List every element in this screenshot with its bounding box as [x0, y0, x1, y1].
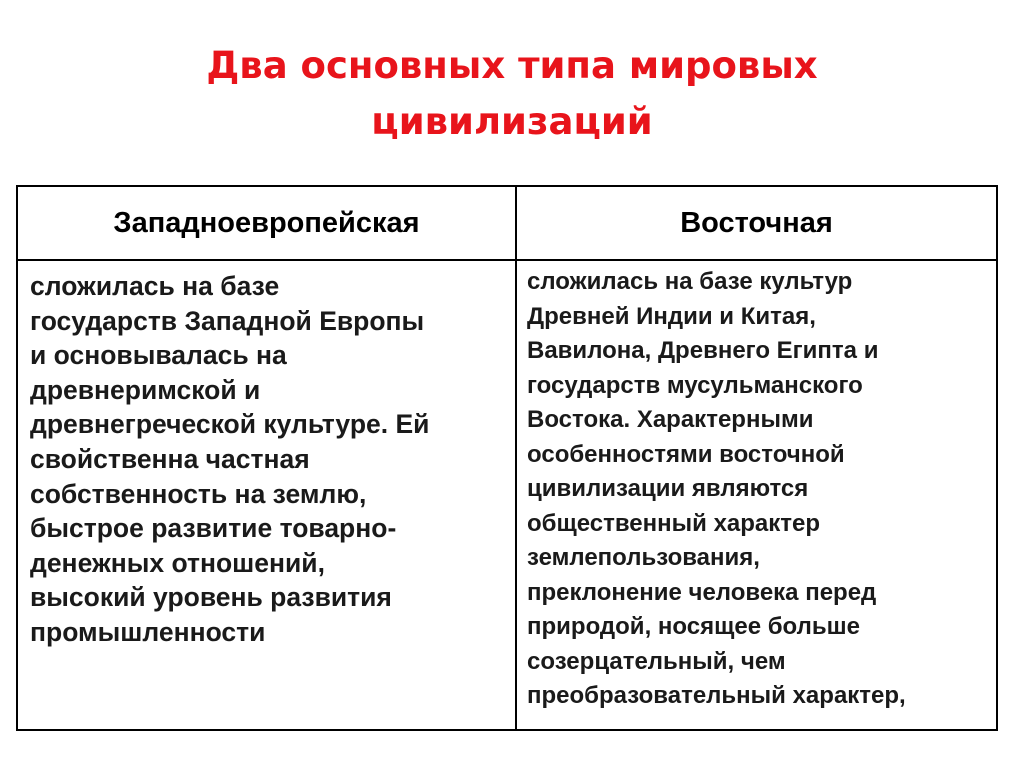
- eastern-line: созерцательный, чем: [527, 647, 786, 675]
- western-line: быстрое развитие товарно-: [30, 513, 397, 544]
- eastern-line: Востока. Характерными: [527, 406, 814, 433]
- header-eastern: Восточная: [516, 186, 997, 260]
- western-line: древнегреческой культуре. Ей: [30, 409, 430, 440]
- slide-title: [0, 38, 1024, 150]
- content-row: [17, 260, 997, 730]
- title-line-1: Два основных типа мировых: [206, 44, 818, 87]
- western-line: высокий уровень развития: [30, 582, 392, 613]
- eastern-line: Древней Индии и Китая,: [527, 302, 816, 330]
- western-description: [18, 261, 515, 650]
- eastern-line: общественный характер: [527, 509, 821, 537]
- western-line: древнеримской и: [30, 374, 261, 405]
- comparison-table: [16, 185, 998, 731]
- western-line: государств Западной Европы: [30, 305, 425, 336]
- eastern-cell: [516, 260, 997, 730]
- western-cell: [17, 260, 516, 730]
- header-western: Западноевропейская: [17, 186, 516, 260]
- eastern-line: преклонение человека перед: [527, 578, 877, 606]
- western-line: сложилась на базе: [30, 271, 280, 301]
- western-line: промышленности: [30, 616, 266, 647]
- western-line: свойственна частная: [30, 443, 310, 474]
- title-line-2: цивилизаций: [371, 100, 653, 143]
- eastern-line: природой, носящее больше: [527, 613, 860, 640]
- eastern-line: землепользования,: [527, 544, 760, 571]
- western-line: денежных отношений,: [30, 547, 325, 578]
- western-line: и основывалась на: [30, 340, 287, 371]
- header-row: [17, 186, 997, 260]
- western-line: собственность на землю,: [30, 478, 367, 509]
- eastern-description: [517, 261, 996, 714]
- eastern-line: Вавилона, Древнего Египта и: [527, 337, 879, 364]
- eastern-line: сложилась на базе культур: [527, 268, 853, 295]
- eastern-line: цивилизации являются: [527, 475, 809, 502]
- eastern-line: преобразовательный характер,: [527, 682, 906, 709]
- eastern-line: государств мусульманского: [527, 371, 863, 399]
- eastern-line: особенностями восточной: [527, 440, 845, 468]
